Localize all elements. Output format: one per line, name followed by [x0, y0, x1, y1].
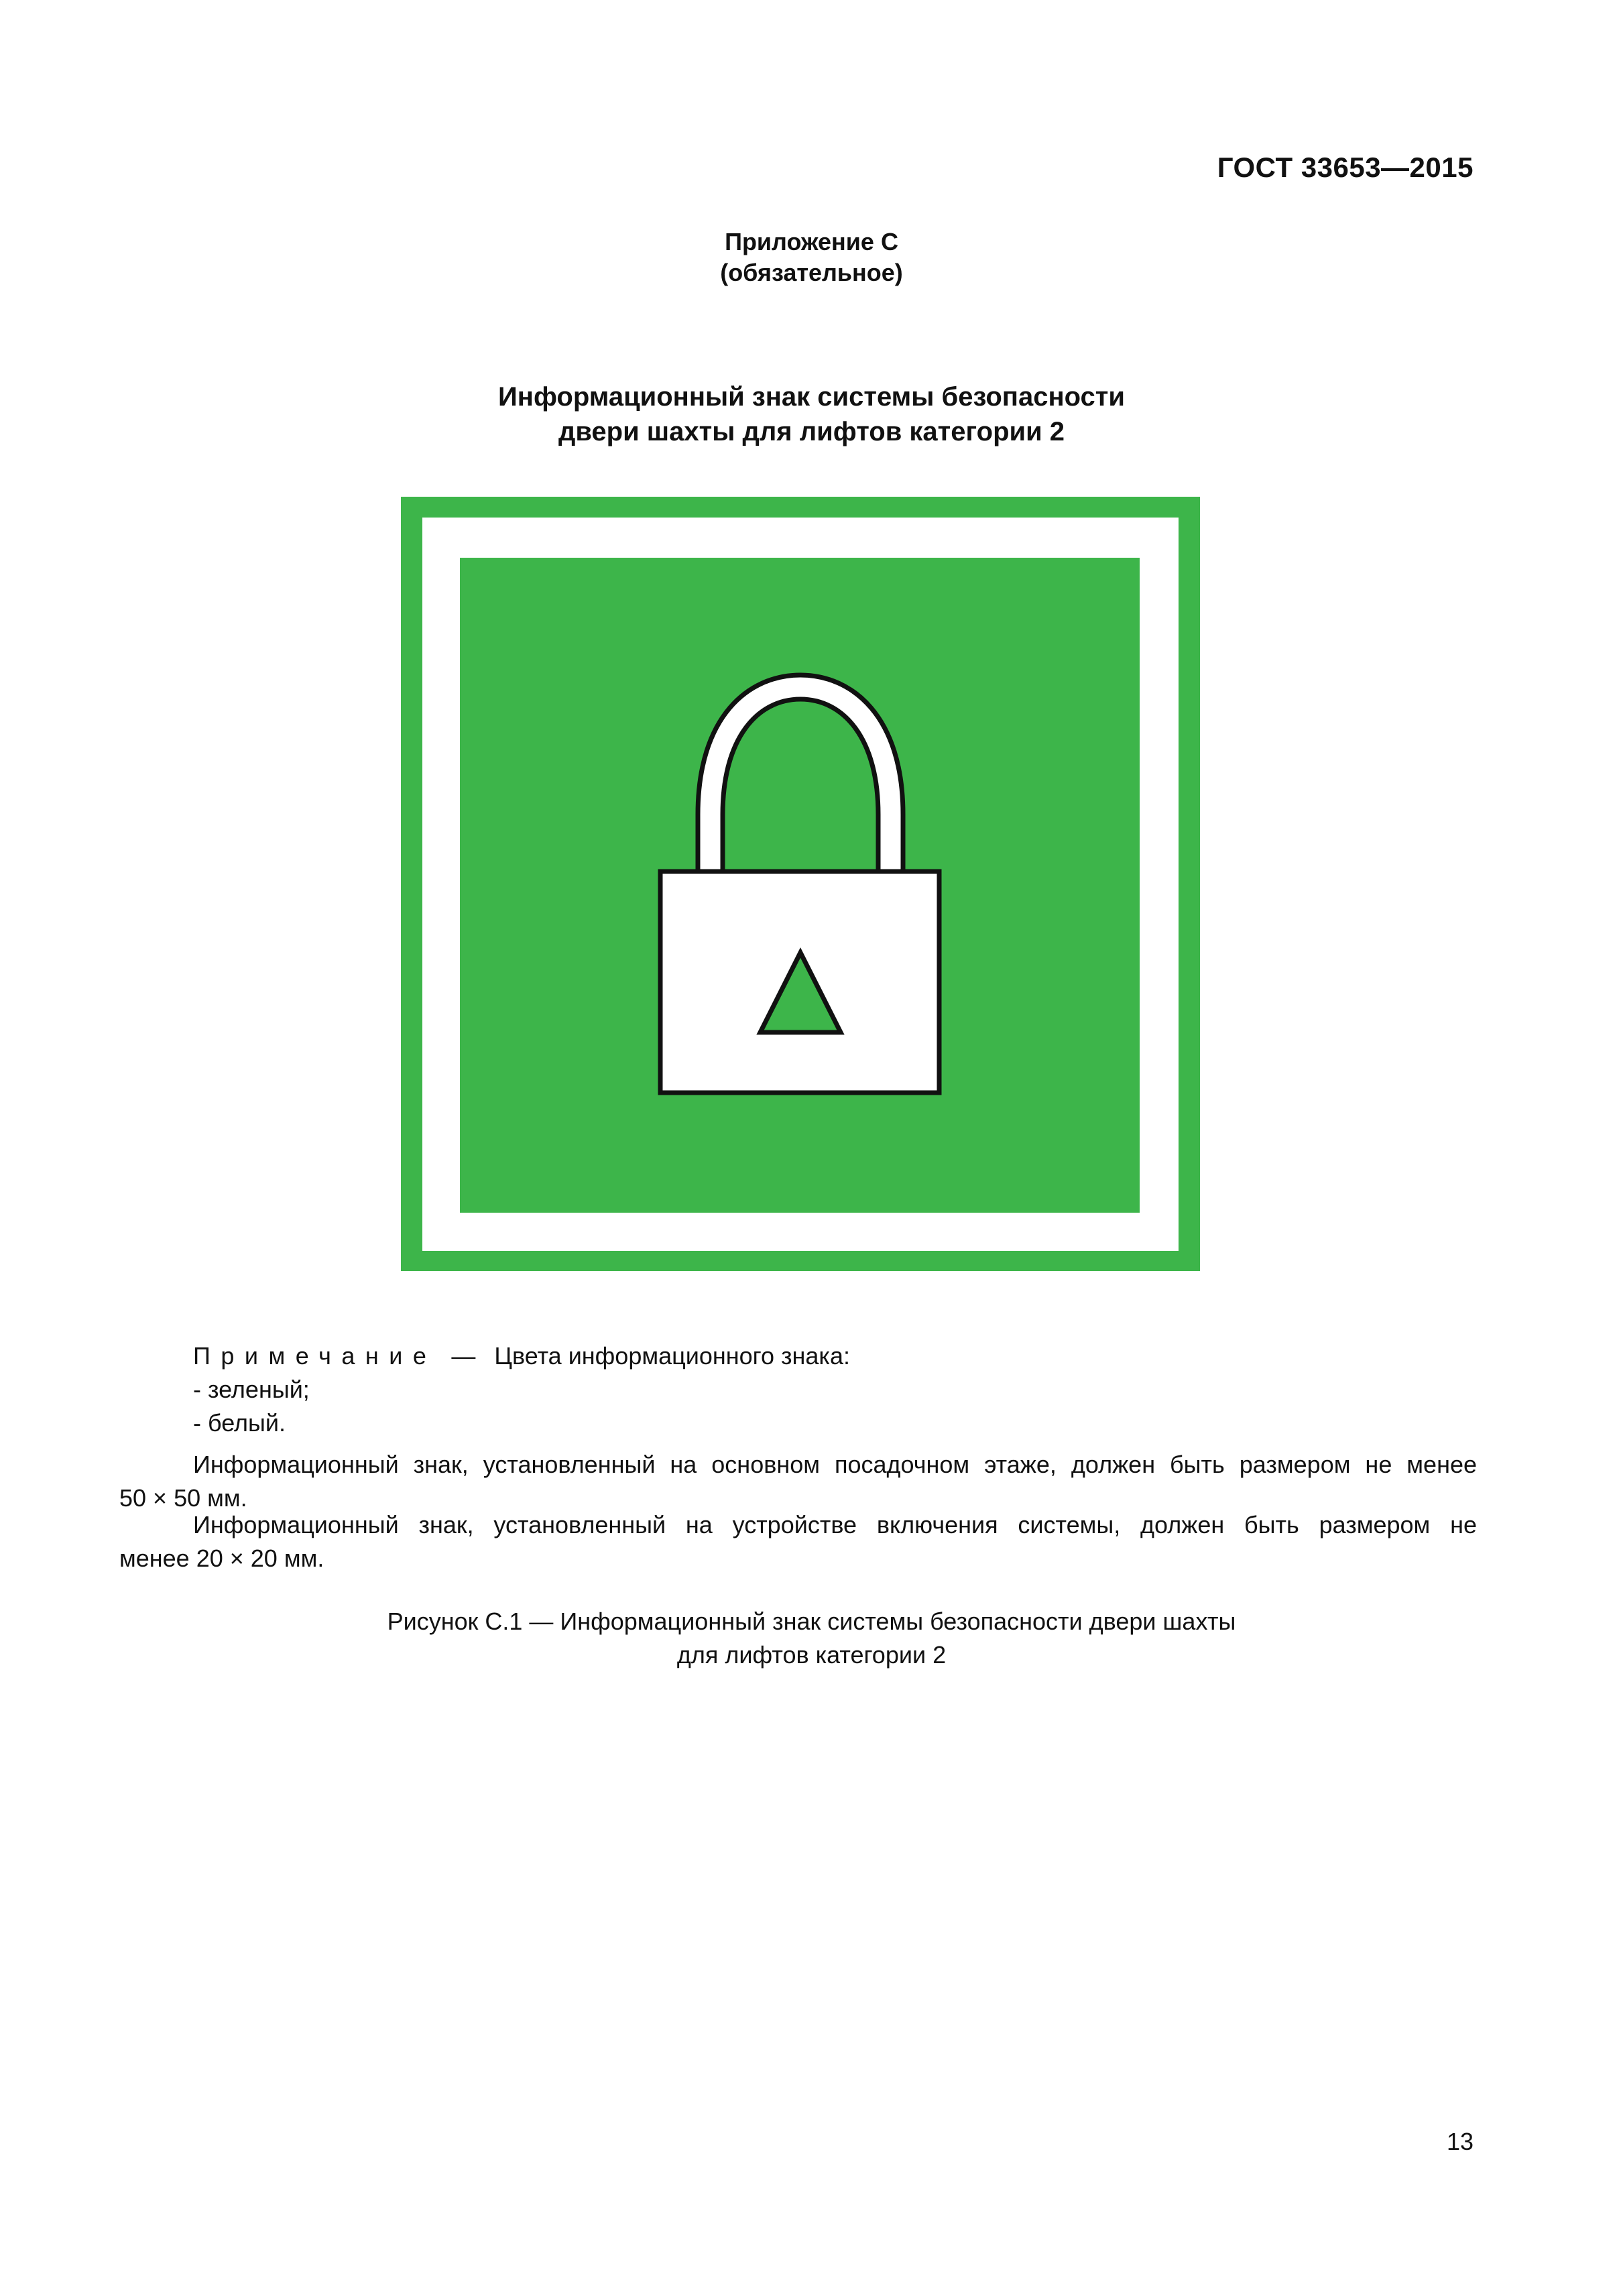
- note-label: Примечание: [193, 1342, 437, 1370]
- paragraph-activation-device-size: [119, 1508, 1477, 1575]
- document-code: ГОСТ 33653—2015: [1217, 152, 1474, 183]
- paragraph-line: менее 20 × 20 мм.: [119, 1545, 324, 1572]
- note-dash: —: [451, 1342, 476, 1370]
- figure-caption-line-1: Рисунок С.1 — Информационный знак системы безопасности двери шахты: [387, 1608, 1236, 1635]
- note-line: [193, 1339, 850, 1373]
- paragraph-main-floor-size: [119, 1448, 1477, 1515]
- appendix-status: (обязательное): [720, 259, 903, 286]
- page-number: 13: [1446, 2128, 1474, 2155]
- note-text: Цвета информационного знака:: [494, 1342, 850, 1370]
- appendix-heading: [0, 227, 1623, 288]
- note-item-white: - белый.: [193, 1409, 286, 1437]
- note-item-green: - зеленый;: [193, 1376, 310, 1403]
- figure-caption: [0, 1605, 1623, 1672]
- paragraph-line: Информационный знак, установленный на устройстве включения системы, должен быть размером не: [193, 1511, 1477, 1538]
- sign-title-line-1: Информационный знак системы безопасности: [498, 382, 1125, 412]
- paragraph-line: 50 × 50 мм.: [119, 1484, 247, 1512]
- sign-title-line-2: двери шахты для лифтов категории 2: [558, 417, 1065, 446]
- figure-caption-line-2: для лифтов категории 2: [676, 1641, 947, 1669]
- safety-sign-figure: [401, 497, 1200, 1271]
- paragraph-line: Информационный знак, установленный на основном посадочном этаже, должен быть размером не менее: [193, 1451, 1477, 1478]
- appendix-title: Приложение С: [725, 228, 898, 255]
- sign-title: [0, 379, 1623, 449]
